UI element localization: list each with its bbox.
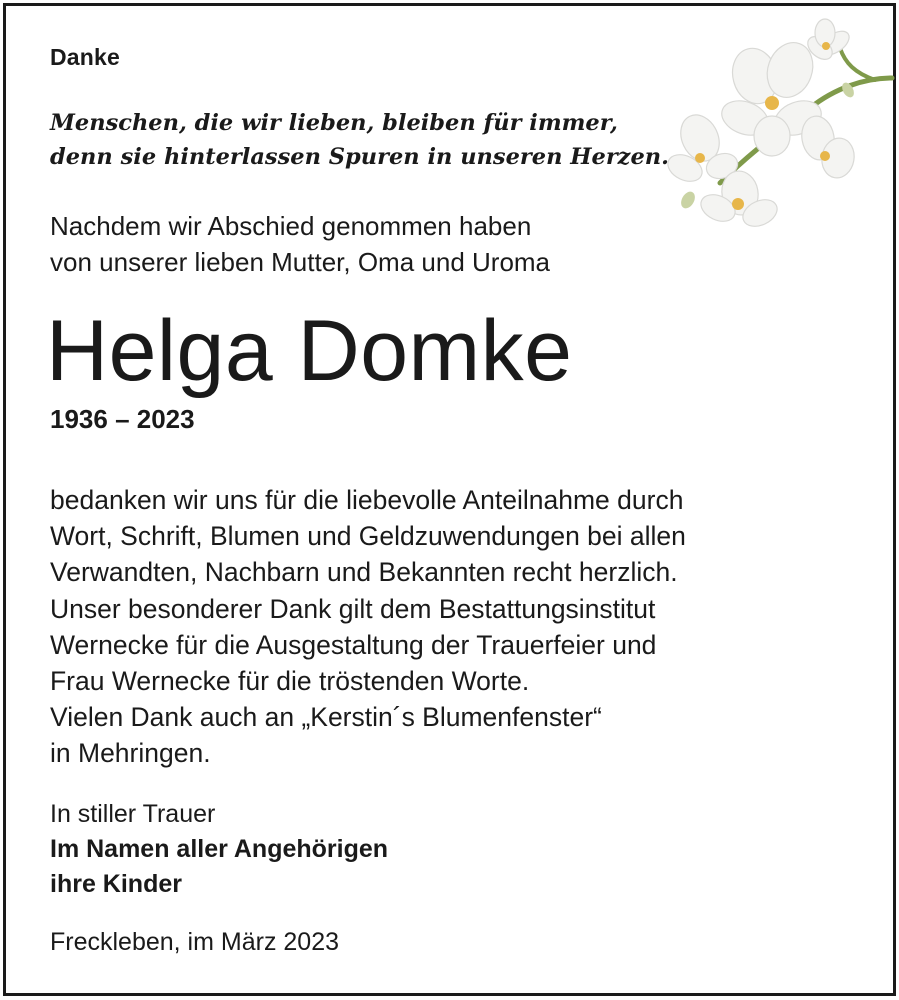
intro-line: von unserer lieben Mutter, Oma und Uroma xyxy=(50,247,551,277)
body-line: in Mehringen. xyxy=(50,738,211,769)
body-line: Verwandten, Nachbarn und Bekannten recht herzlich. xyxy=(50,557,678,588)
body-line: Vielen Dank auch an „Kerstin´s Blumenfenster“ xyxy=(50,702,602,733)
body-line: Unser besonderer Dank gilt dem Bestattungsinstitut xyxy=(50,593,656,624)
closing-signature xyxy=(50,797,388,902)
place-date: Freckleben, im März 2023 xyxy=(50,928,340,956)
notice-heading: Danke xyxy=(50,44,121,70)
body-line: Wort, Schrift, Blumen und Geldzuwendungen bei allen xyxy=(50,521,686,552)
quote-line: denn sie hinterlassen Spuren in unseren Herzen. xyxy=(50,144,669,170)
signatory-line: Im Namen aller Angehörigen xyxy=(50,835,389,863)
life-years: 1936 – 2023 xyxy=(50,404,195,434)
body-line: Wernecke für die Ausgestaltung der Trauerfeier und xyxy=(50,629,657,660)
deceased-name: Helga Domke xyxy=(46,303,573,399)
memorial-quote xyxy=(50,106,669,174)
body-line: bedanken wir uns für die liebevolle Anteilnahme durch xyxy=(50,485,684,515)
closing-line: In stiller Trauer xyxy=(50,800,216,828)
intro-line: Nachdem wir Abschied genommen haben xyxy=(50,211,532,241)
orchid-icon xyxy=(660,8,895,238)
signatory-line: ihre Kinder xyxy=(50,870,182,898)
quote-line: Menschen, die wir lieben, bleiben für immer, xyxy=(50,110,618,136)
intro-text xyxy=(50,208,550,280)
body-line: Frau Wernecke für die tröstenden Worte. xyxy=(50,666,530,697)
thanks-body xyxy=(50,482,686,772)
